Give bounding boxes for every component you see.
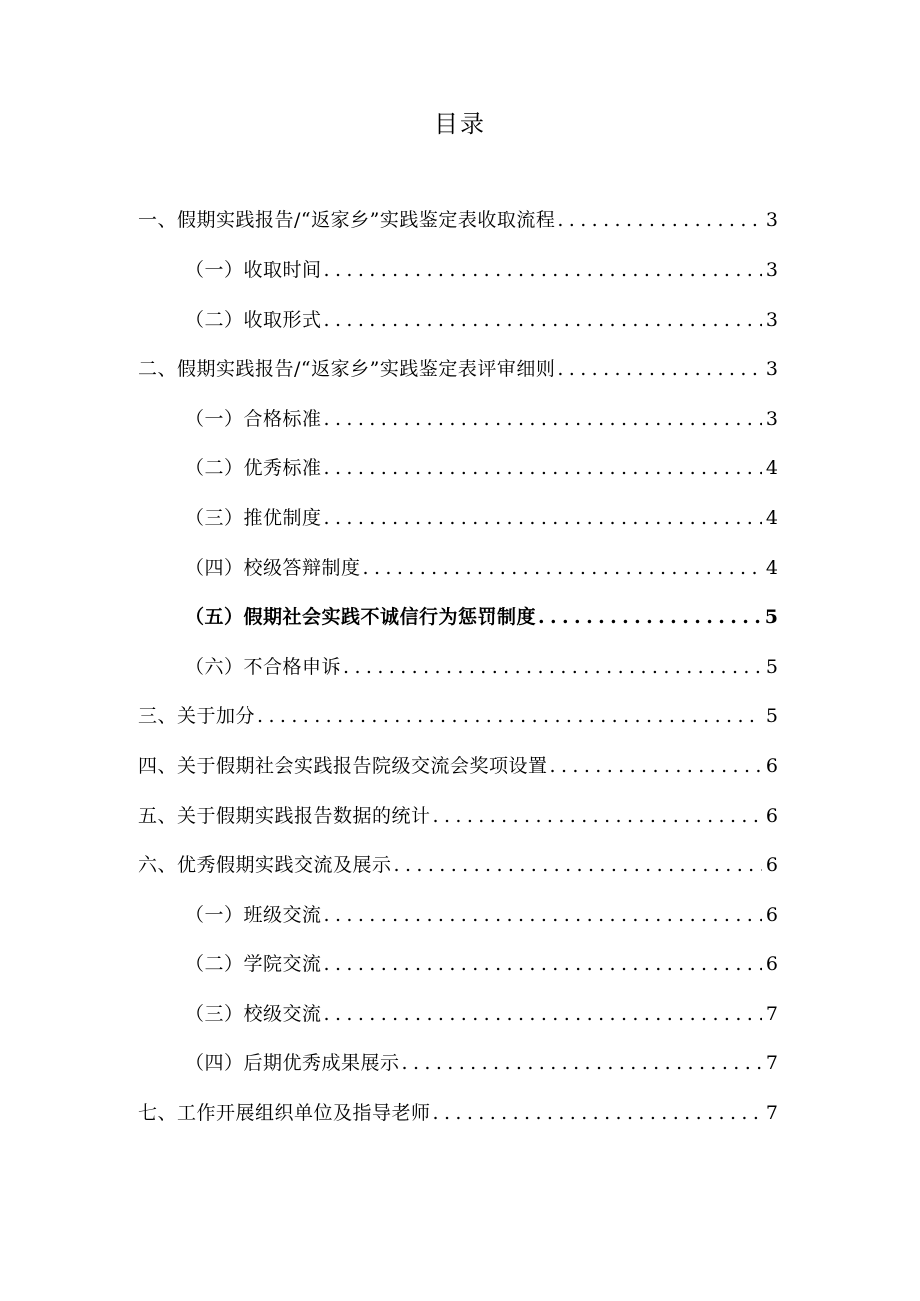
toc-entry-label: （四）后期优秀成果展示 <box>185 1052 400 1074</box>
toc-entry-label: 四、关于假期社会实践报告院级交流会奖项设置 <box>138 755 548 777</box>
toc-entry[interactable] <box>138 849 778 881</box>
toc-entry[interactable] <box>185 601 778 633</box>
toc-entry[interactable] <box>185 502 778 534</box>
toc-entry[interactable] <box>138 750 778 782</box>
toc-entry[interactable] <box>185 403 778 435</box>
toc-entry-page: 3 <box>765 358 778 380</box>
toc-entry-label: （六）不合格申诉 <box>185 656 342 678</box>
toc-entry-label: 七、工作开展组织单位及指导老师 <box>138 1102 431 1124</box>
toc-entry-page: 3 <box>765 259 778 281</box>
toc-entry-page: 4 <box>765 557 778 579</box>
toc-dot-leader <box>557 353 762 385</box>
toc-entry-label: 五、关于假期实践报告数据的统计 <box>138 805 431 827</box>
toc-entry-page: 5 <box>765 705 778 727</box>
toc-entry[interactable] <box>185 651 778 683</box>
toc-dot-leader <box>324 304 762 336</box>
toc-entry-label: 一、假期实践报告/“返家乡”实践鉴定表收取流程 <box>138 209 556 231</box>
toc-entry[interactable] <box>138 204 778 236</box>
toc-dot-leader <box>394 849 762 881</box>
toc-dot-leader <box>433 1097 762 1129</box>
toc-dot-leader <box>550 750 762 782</box>
toc-entry[interactable] <box>138 800 778 832</box>
toc-dot-leader <box>538 601 761 633</box>
toc-dot-leader <box>343 651 762 683</box>
toc-entry[interactable] <box>185 452 778 484</box>
toc-dot-leader <box>324 948 762 980</box>
toc-entry[interactable] <box>185 998 778 1030</box>
toc-dot-leader <box>324 899 762 931</box>
toc-entry[interactable] <box>185 1047 778 1079</box>
toc-entry-page: 6 <box>765 904 778 926</box>
toc-entry-label: （四）校级答辩制度 <box>185 557 361 579</box>
toc-entry[interactable] <box>185 552 778 584</box>
toc-dot-leader <box>557 204 762 236</box>
toc-entry-label: （三）推优制度 <box>185 507 322 529</box>
toc-entry-label: （三）校级交流 <box>185 1003 322 1025</box>
toc-entry-label: （一）班级交流 <box>185 904 322 926</box>
toc-entry-label: 六、优秀假期实践交流及展示 <box>138 854 392 876</box>
toc-entry-page: 7 <box>765 1102 778 1124</box>
toc-entry-page: 6 <box>765 854 778 876</box>
toc-dot-leader <box>324 403 762 435</box>
toc-entry[interactable] <box>138 1097 778 1129</box>
toc-entry-label: （一）合格标准 <box>185 408 322 430</box>
toc-entry[interactable] <box>185 254 778 286</box>
toc-entry-page: 4 <box>765 507 778 529</box>
toc-entry-page: 6 <box>765 953 778 975</box>
toc-entry-label: 三、关于加分 <box>138 705 256 727</box>
toc-entry-page: 5 <box>764 606 778 628</box>
toc-entry-label: （五）假期社会实践不诚信行为惩罚制度 <box>185 606 537 628</box>
toc-entry-page: 3 <box>765 209 778 231</box>
toc-entry-page: 6 <box>765 755 778 777</box>
toc-dot-leader <box>324 998 762 1030</box>
toc-dot-leader <box>363 552 762 584</box>
toc-entry-label: （二）学院交流 <box>185 953 322 975</box>
toc-entry[interactable] <box>138 700 778 732</box>
toc-entry-page: 7 <box>765 1003 778 1025</box>
toc-dot-leader <box>402 1047 762 1079</box>
toc-dot-leader <box>433 800 762 832</box>
toc-entry-page: 6 <box>765 805 778 827</box>
toc-entry[interactable] <box>185 899 778 931</box>
toc-entry[interactable] <box>138 353 778 385</box>
toc-entry-page: 3 <box>765 408 778 430</box>
toc-entry-label: （二）优秀标准 <box>185 457 322 479</box>
toc-entry[interactable] <box>185 304 778 336</box>
toc-entry-page: 7 <box>765 1052 778 1074</box>
toc-entry-page: 5 <box>765 656 778 678</box>
toc-dot-leader <box>324 452 762 484</box>
toc-dot-leader <box>324 502 762 534</box>
toc-entry-label: 二、假期实践报告/“返家乡”实践鉴定表评审细则 <box>138 358 556 380</box>
toc-title: 目录 <box>434 110 486 138</box>
toc-dot-leader <box>324 254 762 286</box>
toc-entry-label: （二）收取形式 <box>185 309 322 331</box>
toc-entry-page: 4 <box>765 457 778 479</box>
toc-entry-page: 3 <box>765 309 778 331</box>
toc-entry[interactable] <box>185 948 778 980</box>
toc-dot-leader <box>257 700 762 732</box>
toc-entry-label: （一）收取时间 <box>185 259 322 281</box>
